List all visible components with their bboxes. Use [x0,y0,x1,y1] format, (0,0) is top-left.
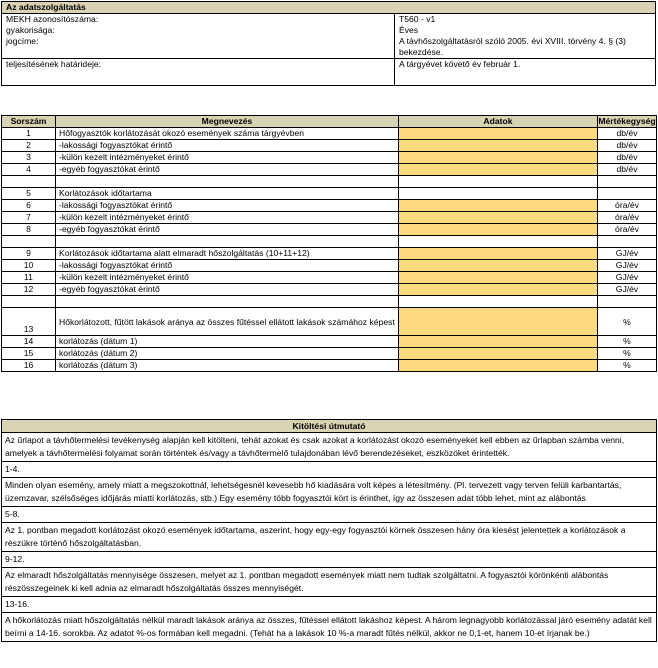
table-row [2,348,657,360]
data-input-cell[interactable] [399,248,598,260]
table-row [2,360,657,372]
row-number: 16 [2,360,56,372]
data-input-cell[interactable] [399,336,598,348]
data-cell [399,188,598,200]
info-value: Éves [395,25,656,36]
section-range: 13-16. [2,597,657,613]
data-table [1,115,657,372]
instructions-title: Kitöltési útmutató [2,420,657,433]
info-title: Az adatszolgáltatás [2,2,656,14]
data-input-cell[interactable] [399,224,598,236]
table-row [2,188,657,200]
row-number: 5 [2,188,56,200]
row-name: korlátozás (dátum 3) [56,360,399,372]
table-row [2,272,657,284]
row-unit: db/év [598,128,657,140]
row-number: 4 [2,164,56,176]
row-number: 15 [2,348,56,360]
row-name: -egyéb fogyasztókat érintő [56,164,399,176]
row-unit: % [598,360,657,372]
row-name: -külön kezelt intézményeket érintő [56,212,399,224]
row-name: -külön kezelt intézményeket érintő [56,272,399,284]
row-unit [598,188,657,200]
row-unit: óra/év [598,224,657,236]
row-unit: óra/év [598,212,657,224]
row-number: 8 [2,224,56,236]
info-label: MEKH azonosítószáma: [2,14,395,26]
data-input-cell[interactable] [399,164,598,176]
row-name: korlátozás (dátum 1) [56,336,399,348]
spacer-row [2,296,657,308]
row-name: -lakossági fogyasztókat érintő [56,140,399,152]
table-row [2,200,657,212]
col-header-unit: Mértékegység [598,116,656,126]
table-row [2,152,657,164]
row-unit: GJ/év [598,248,657,260]
row-unit: % [598,308,657,336]
info-label: teljesítésének határideje: [2,59,395,86]
section-range: 9-12. [2,552,657,568]
table-row [2,248,657,260]
spacer-row [2,236,657,248]
row-number: 2 [2,140,56,152]
section-range: 1-4. [2,462,657,478]
row-unit: db/év [598,164,657,176]
row-number: 7 [2,212,56,224]
col-header-data: Adatok [399,116,598,128]
data-input-cell[interactable] [399,360,598,372]
row-number: 6 [2,200,56,212]
row-unit: db/év [598,140,657,152]
row-name: -egyéb fogyasztókat érintő [56,224,399,236]
row-unit: GJ/év [598,260,657,272]
info-value: A tárgyévet követő év február 1. [395,59,656,86]
data-input-cell[interactable] [399,272,598,284]
instructions-table [1,419,657,642]
row-name: -lakossági fogyasztókat érintő [56,260,399,272]
row-name: -egyéb fogyasztókat érintő [56,284,399,296]
row-name: Korlátozások időtartama [56,188,399,200]
table-row [2,336,657,348]
row-unit: % [598,336,657,348]
row-number: 13 [2,308,56,336]
row-number: 11 [2,272,56,284]
row-unit: db/év [598,152,657,164]
section-range: 5-8. [2,507,657,523]
row-number: 10 [2,260,56,272]
row-unit: GJ/év [598,272,657,284]
row-unit: % [598,348,657,360]
row-name: korlátozás (dátum 2) [56,348,399,360]
info-table [1,1,656,86]
info-value: T560 - v1 [395,14,656,26]
row-number: 12 [2,284,56,296]
table-row [2,140,657,152]
table-row [2,260,657,272]
row-name: Hőkorlátozott, fűtött lakások aránya az összes fűtéssel ellátott lakások számához képest [56,308,399,336]
info-label: gyakorisága: [2,25,395,36]
table-row [2,212,657,224]
info-value: A távhőszolgáltatásról szóló 2005. évi XVIII. törvény 4. § (3) bekezdése. [395,36,656,59]
data-input-cell[interactable] [399,212,598,224]
data-input-cell[interactable] [399,308,598,336]
row-number: 14 [2,336,56,348]
row-unit: óra/év [598,200,657,212]
row-name: Hőfogyasztók korlátozását okozó események száma tárgyévben [56,128,399,140]
row-number: 3 [2,152,56,164]
table-row [2,164,657,176]
data-input-cell[interactable] [399,284,598,296]
row-number: 9 [2,248,56,260]
spacer-row [2,176,657,188]
row-unit: GJ/év [598,284,657,296]
section-text: Az elmaradt hőszolgáltatás mennyisége összesen, melyet az 1. pontban megadott események miatt nem tudtak szolgáltatni. A fogyasztói körönkénti alábontás részösszegeinek ki kell adnia az elmaradt hőszolgáltatás összes mennyiségét. [2,568,657,597]
data-input-cell[interactable] [399,152,598,164]
data-input-cell[interactable] [399,140,598,152]
table-row [2,128,657,140]
info-label: jogcíme: [2,36,395,59]
data-input-cell[interactable] [399,200,598,212]
row-number: 1 [2,128,56,140]
section-text: Minden olyan esemény, amely miatt a megszokottnál, lehetségesnél kevesebb hő kiadására volt képes a létesítmény. (Pl. tervezett vagy terven felüli karbantartás, üzemzavar, szélsőséges időjárás miatti korlátozás, stb.) Egy esemény több fogyasztói kört is érinthet, így az összesen adat több lehet, mint az alábontás [2,478,657,507]
col-header-no: Sorszám [2,116,56,128]
table-row [2,224,657,236]
col-header-name: Megnevezés [56,116,399,128]
row-name: -külön kezelt intézményeket érintő [56,152,399,164]
table-row [2,284,657,296]
section-text: A hőkorlátozás miatt hőszolgáltatás nélkül maradt lakások aránya az összes, fűtéssel ellátott lakáshoz képest. A három legnagyobb korlátozással járó esemény adatát kell beírni a 14-16. sorokba. Az adatot %-os formában kell megadni. (Tehát ha a lakások 10 %-a maradt fűtés nélkül, akkor ne 0,1-et, hanem 10-et írjanak be.) [2,613,657,642]
row-name: Korlátozások időtartama alatt elmaradt hőszolgáltatás (10+11+12) [56,248,399,260]
data-input-cell[interactable] [399,128,598,140]
data-input-cell[interactable] [399,260,598,272]
section-text: Az 1. pontban megadott korlátozást okozó események időtartama, aszerint, hogy egy-egy fogyasztói körnek összesen hány óra kiesést jelentettek a korlátozások a részükre történő hőszolgáltatásban. [2,523,657,552]
data-input-cell[interactable] [399,348,598,360]
instructions-intro: Az űrlapot a távhőtermelési tevékenység alapján kell kitölteni, tehát azokat és csak azokat a korlátozást okozó eseményeket kell ebben az űrlapban számba venni, amelyek a távhőtermelési folyamat során történtek és/vagy a távhőtermelő tulajdonában lévő berendezéseket, eszközöket érintették. [2,433,657,462]
row-name: -lakossági fogyasztókat érintő [56,200,399,212]
table-row [2,308,657,336]
